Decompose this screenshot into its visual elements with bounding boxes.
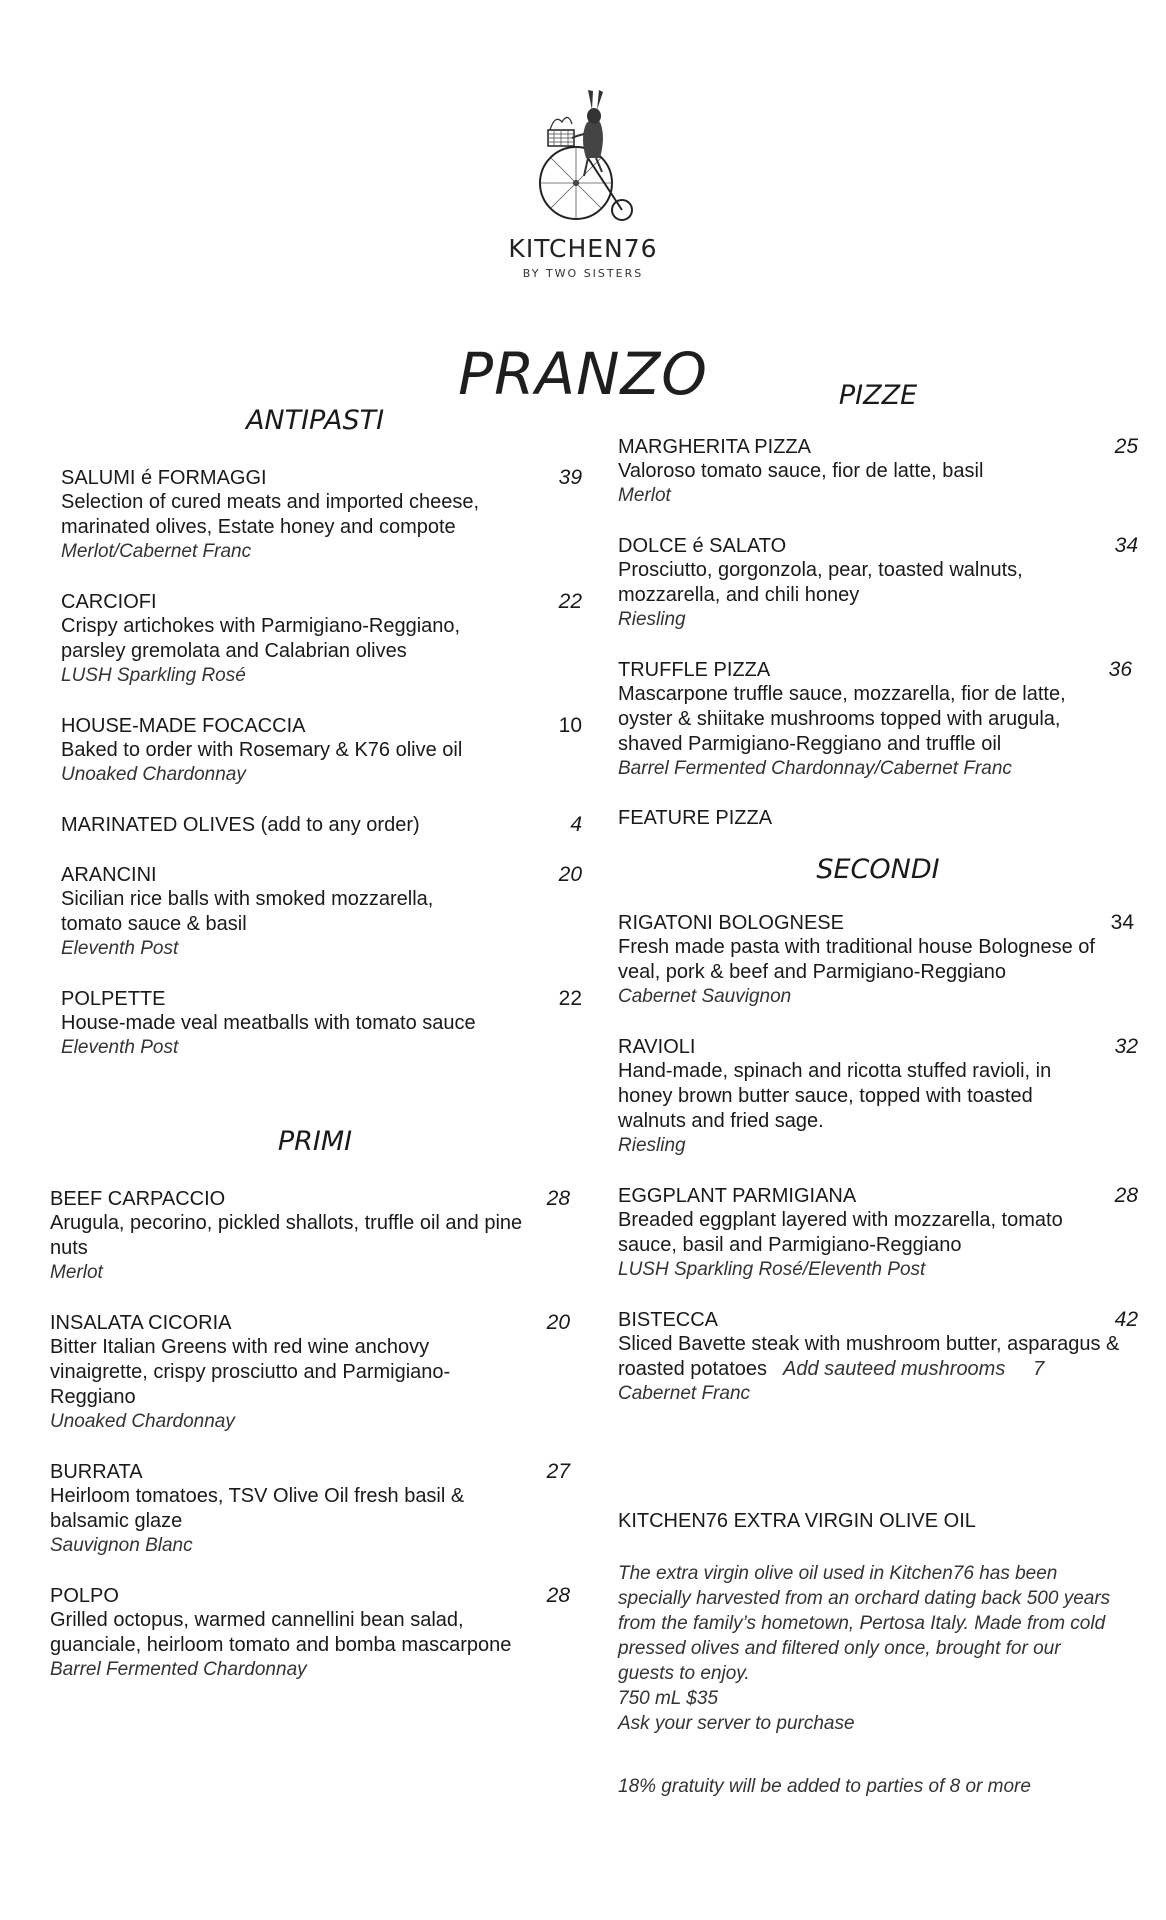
- item-name: SALUMI é FORMAGGI: [61, 467, 267, 489]
- item-description-text: Sliced Bavette steak with mushroom butter, asparagus & roasted potatoes: [618, 1333, 1120, 1380]
- menu-item: [618, 534, 1138, 632]
- right-column: [618, 380, 1138, 1798]
- wine-pairing: Merlot: [618, 485, 671, 506]
- item-price: 42: [1114, 1308, 1138, 1331]
- menu-item: [61, 590, 582, 688]
- item-price: 4: [570, 813, 582, 836]
- logo: [0, 88, 1166, 280]
- wine-pairing: Sauvignon Blanc: [50, 1535, 193, 1556]
- pizze-title: PIZZE: [838, 380, 918, 411]
- wine-pairing: Unoaked Chardonnay: [61, 764, 246, 785]
- antipasti-title: ANTIPASTI: [245, 405, 385, 436]
- item-description: Fresh made pasta with traditional house Bolognese of veal, pork & beef and Parmigiano-Reggiano: [618, 936, 1095, 983]
- menu-item: [61, 813, 582, 837]
- item-price: 20: [546, 1311, 570, 1334]
- item-price: 36: [1108, 658, 1132, 681]
- menu-item: [618, 911, 1138, 1009]
- menu-item: [618, 1035, 1138, 1158]
- item-price: 28: [546, 1187, 570, 1210]
- wine-pairing: Cabernet Franc: [618, 1383, 751, 1404]
- menu-item: [618, 1308, 1138, 1406]
- item-price: 27: [546, 1460, 570, 1483]
- item-price: 28: [546, 1584, 570, 1607]
- item-name: FEATURE PIZZA: [618, 807, 773, 829]
- rabbit-on-penny-farthing-icon: [528, 88, 638, 228]
- menu-item: [50, 1460, 570, 1558]
- menu-item: [618, 807, 1138, 830]
- item-name: RAVIOLI: [618, 1036, 696, 1058]
- item-name: MARINATED OLIVES: [61, 814, 256, 836]
- item-name: ARANCINI: [61, 864, 157, 886]
- olive-oil-cta: Ask your server to purchase: [618, 1713, 855, 1734]
- item-price: 10: [558, 714, 582, 737]
- item-description: Sicilian rice balls with smoked mozzarella, tomato sauce & basil: [61, 888, 434, 935]
- menu-item: [618, 435, 1138, 508]
- item-description: Prosciutto, gorgonzola, pear, toasted walnuts, mozzarella, and chili honey: [618, 559, 1023, 606]
- item-name: MARGHERITA PIZZA: [618, 436, 811, 458]
- wine-pairing: Barrel Fermented Chardonnay: [50, 1659, 307, 1680]
- left-column: [50, 405, 580, 1708]
- item-name: CARCIOFI: [61, 591, 157, 613]
- wine-pairing: Riesling: [618, 609, 686, 630]
- item-description: Valoroso tomato sauce, fior de latte, basil: [618, 460, 984, 482]
- item-name: TRUFFLE PIZZA: [618, 659, 771, 681]
- item-description: Grilled octopus, warmed cannellini bean salad, guanciale, heirloom tomato and bomba mascarpone: [50, 1609, 512, 1656]
- item-name: RIGATONI BOLOGNESE: [618, 912, 844, 934]
- item-description: House-made veal meatballs with tomato sauce: [61, 1012, 476, 1034]
- wine-pairing: LUSH Sparkling Rosé/Eleventh Post: [618, 1259, 926, 1280]
- item-name: BEEF CARPACCIO: [50, 1188, 226, 1210]
- item-price: 39: [558, 466, 582, 489]
- menu-item: [61, 714, 582, 787]
- item-name: HOUSE-MADE FOCACCIA: [61, 715, 306, 737]
- item-name: DOLCE é SALATO: [618, 535, 787, 557]
- item-name: POLPO: [50, 1585, 119, 1607]
- wine-pairing: Eleventh Post: [61, 938, 179, 959]
- gratuity-note: 18% gratuity will be added to parties of 8 or more: [618, 1776, 1031, 1797]
- menu-item: [61, 863, 582, 961]
- item-description: Mascarpone truffle sauce, mozzarella, fior de latte, oyster & shiitake mushrooms topped with arugula, shaved Parmigiano-Reggiano and truffle oil: [618, 683, 1066, 755]
- item-name: BISTECCA: [618, 1309, 719, 1331]
- secondi-title: SECONDI: [816, 854, 940, 885]
- item-description: Hand-made, spinach and ricotta stuffed ravioli, in honey brown butter sauce, topped with toasted walnuts and fried sage.: [618, 1060, 1052, 1132]
- olive-oil-title: KITCHEN76 EXTRA VIRGIN OLIVE OIL: [618, 1510, 976, 1532]
- item-description: Baked to order with Rosemary & K76 olive oil: [61, 739, 463, 761]
- item-name: EGGPLANT PARMIGIANA: [618, 1185, 857, 1207]
- wine-pairing: Unoaked Chardonnay: [50, 1411, 235, 1432]
- brand-tagline: BY TWO SISTERS: [522, 267, 644, 280]
- olive-oil-price: 750 mL $35: [618, 1688, 719, 1709]
- item-description: Selection of cured meats and imported cheese, marinated olives, Estate honey and compote: [61, 491, 480, 538]
- item-price: 22: [558, 987, 582, 1010]
- item-note: (add to any order): [255, 814, 420, 836]
- addon-option: Add sauteed mushrooms 7: [783, 1358, 1045, 1380]
- item-price: 22: [558, 590, 582, 613]
- wine-pairing: Barrel Fermented Chardonnay/Cabernet Franc: [618, 758, 1012, 779]
- wine-pairing: Merlot: [50, 1262, 103, 1283]
- item-price: 20: [558, 863, 582, 886]
- menu-item: [61, 987, 582, 1060]
- item-description: Arugula, pecorino, pickled shallots, truffle oil and pine nuts: [50, 1212, 523, 1259]
- menu-item: [61, 466, 582, 564]
- wine-pairing: Cabernet Sauvignon: [618, 986, 792, 1007]
- wine-pairing: Riesling: [618, 1135, 686, 1156]
- item-description: Bitter Italian Greens with red wine anchovy vinaigrette, crispy prosciutto and Parmigiano-Reggiano: [50, 1336, 451, 1408]
- item-price: 34: [1110, 911, 1134, 934]
- menu-item: [618, 1184, 1138, 1282]
- page-title: PRANZO: [458, 340, 708, 408]
- menu-item: [618, 658, 1138, 781]
- item-description: [618, 1332, 1138, 1382]
- item-name: INSALATA CICORIA: [50, 1312, 232, 1334]
- menu-item: [50, 1584, 570, 1682]
- menu-item: [50, 1311, 570, 1434]
- item-price: 28: [1114, 1184, 1138, 1207]
- menu-item: [50, 1187, 570, 1285]
- item-price: 32: [1114, 1035, 1138, 1058]
- item-name: POLPETTE: [61, 988, 166, 1010]
- primi-title: PRIMI: [277, 1126, 353, 1157]
- item-description: Crispy artichokes with Parmigiano-Reggiano, parsley gremolata and Calabrian olives: [61, 615, 461, 662]
- item-description: Breaded eggplant layered with mozzarella, tomato sauce, basil and Parmigiano-Reggiano: [618, 1209, 1063, 1256]
- wine-pairing: Merlot/Cabernet Franc: [61, 541, 252, 562]
- item-price: 25: [1114, 435, 1138, 458]
- wine-pairing: LUSH Sparkling Rosé: [61, 665, 246, 686]
- wine-pairing: Eleventh Post: [61, 1037, 179, 1058]
- olive-oil-description: The extra virgin olive oil used in Kitchen76 has been specially harvested from an orchard dating back 500 years from the family’s hometown, Pertosa Italy. Made from cold pressed olives and filtered only once, brought for our guests to enjoy.: [618, 1563, 1111, 1684]
- item-name: BURRATA: [50, 1461, 143, 1483]
- item-price: 34: [1114, 534, 1138, 557]
- item-description: Heirloom tomatoes, TSV Olive Oil fresh basil & balsamic glaze: [50, 1485, 465, 1532]
- brand-name: KITCHEN76: [508, 234, 658, 263]
